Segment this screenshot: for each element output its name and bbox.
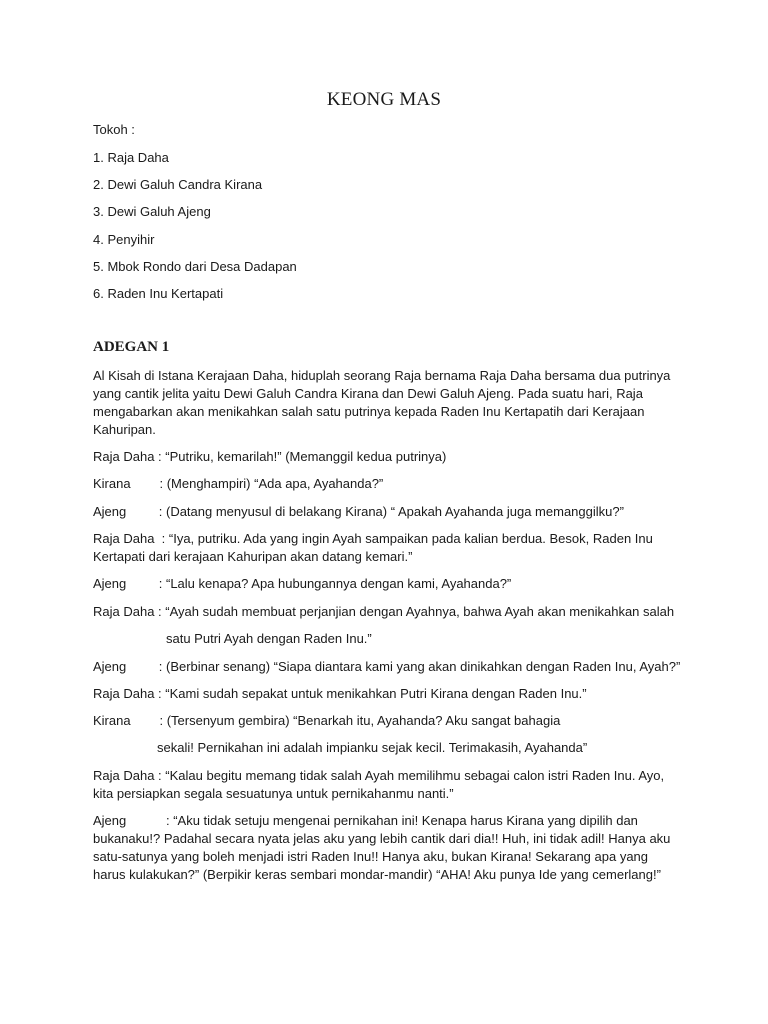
speaker-separator: : xyxy=(154,686,166,701)
dialogue-text: (Tersenyum gembira) “Benarkah itu, Ayahanda? Aku sangat bahagia xyxy=(166,713,561,728)
dialogue-line xyxy=(93,575,673,593)
dialogue-line xyxy=(93,530,673,566)
cast-item: 6. Raden Inu Kertapati xyxy=(93,286,224,301)
dialogue-line xyxy=(93,712,673,730)
speaker-separator: : xyxy=(126,659,166,674)
dialogue-line xyxy=(93,685,673,703)
cast-item: 5. Mbok Rondo dari Desa Dadapan xyxy=(93,259,297,274)
dialogue-text: (Datang menyusul di belakang Kirana) “ Apakah Ayahanda juga memanggilku?” xyxy=(165,504,624,519)
dialogue-text: “Iya, putriku. Ada yang ingin Ayah sampaikan pada kalian berdua. Besok, Raden Inu Kertapati dari kerajaan Kahuripan akan datang kemari.” xyxy=(93,531,653,564)
cast-item: 1. Raja Daha xyxy=(93,150,169,165)
speaker-name: Raja Daha xyxy=(93,768,155,783)
speaker-separator: : xyxy=(130,476,167,491)
scene-heading: ADEGAN 1 xyxy=(93,339,170,355)
speaker-name: Ajeng xyxy=(93,576,127,591)
dialogue-continuation xyxy=(157,739,737,757)
dialogue-line xyxy=(93,767,673,803)
speaker-name: Raja Daha xyxy=(93,686,155,701)
cast-label: Tokoh : xyxy=(93,122,135,137)
speaker-name: Ajeng xyxy=(93,659,127,674)
speaker-name: Ajeng xyxy=(93,504,127,519)
dialogue-text: satu Putri Ayah dengan Raden Inu.” xyxy=(166,631,372,646)
speaker-name: Kirana xyxy=(93,476,131,491)
dialogue-text: “Lalu kenapa? Apa hubungannya dengan kami, Ayahanda?” xyxy=(165,576,512,591)
dialogue-text: “Kalau begitu memang tidak salah Ayah memilihmu sebagai calon istri Raden Inu. Ayo, kita persiapkan segala sesuatunya untuk pernikahanmu nanti.” xyxy=(93,768,665,801)
speaker-separator: : xyxy=(154,449,166,464)
dialogue-text: sekali! Pernikahan ini adalah impianku sejak kecil. Terimakasih, Ayahanda” xyxy=(157,740,588,755)
speaker-separator: : xyxy=(130,713,167,728)
dialogue-text: (Berbinar senang) “Siapa diantara kami yang akan dinikahkan dengan Raden Inu, Ayah?” xyxy=(165,659,681,674)
speaker-separator: : xyxy=(154,531,169,546)
cast-item: 4. Penyihir xyxy=(93,232,155,247)
speaker-separator: : xyxy=(126,576,166,591)
dialogue-line xyxy=(93,658,693,676)
speaker-separator: : xyxy=(126,504,166,519)
dialogue-continuation xyxy=(166,630,746,648)
speaker-name: Kirana xyxy=(93,713,131,728)
dialogue-line xyxy=(93,503,673,521)
dialogue-text: “Aku tidak setuju mengenai pernikahan ini! Kenapa harus Kirana yang dipilih dan bukanaku!? Padahal secara nyata jelas aku yang lebih cantik dari dia!! Huh, ini tidak adil! Hanya aku satu-satunya yang boleh menjadi istri Raden Inu!! Hanya aku, bukan Kirana! Sekarang apa yang harus kulakukan?” (Berpikir keras sembari mondar-mandir) “AHA! Aku punya Ide yang cemerlang!” xyxy=(93,813,671,882)
dialogue-text: “Kami sudah sepakat untuk menikahkan Putri Kirana dengan Raden Inu.” xyxy=(165,686,587,701)
speaker-separator: : xyxy=(154,604,166,619)
speaker-name: Raja Daha xyxy=(93,604,155,619)
dialogue-text: “Ayah sudah membuat perjanjian dengan Ayahnya, bahwa Ayah akan menikahkan salah xyxy=(165,604,675,619)
speaker-separator: : xyxy=(154,768,166,783)
cast-item: 3. Dewi Galuh Ajeng xyxy=(93,204,211,219)
speaker-name: Raja Daha xyxy=(93,531,155,546)
dialogue-text: “Putriku, kemarilah!” (Memanggil kedua putrinya) xyxy=(165,449,447,464)
speaker-separator: : xyxy=(126,813,174,828)
dialogue-text: (Menghampiri) “Ada apa, Ayahanda?” xyxy=(166,476,384,491)
intro-paragraph: Al Kisah di Istana Kerajaan Daha, hiduplah seorang Raja bernama Raja Daha bersama dua putrinya yang cantik jelita yaitu Dewi Galuh Candra Kirana dan Dewi Galuh Ajeng. Pada suatu hari, Raja mengabarkan akan menikahkan salah satu putrinya kepada Raden Inu Kertapatih dari Kerajaan Kahuripan. xyxy=(93,368,671,437)
document-title: KEONG MAS xyxy=(326,89,442,110)
speaker-name: Ajeng xyxy=(93,813,127,828)
dialogue-line xyxy=(93,475,673,493)
speaker-name: Raja Daha xyxy=(93,449,155,464)
dialogue-line xyxy=(93,603,693,621)
cast-item: 2. Dewi Galuh Candra Kirana xyxy=(93,177,263,192)
dialogue-line xyxy=(93,448,673,466)
dialogue-line xyxy=(93,812,673,884)
